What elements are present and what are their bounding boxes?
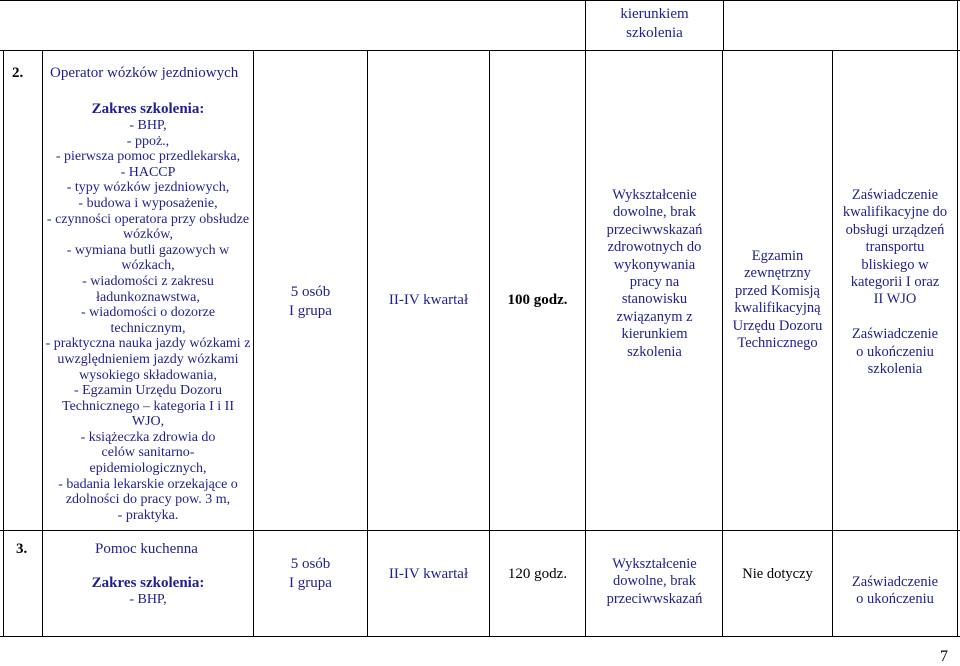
scope-item: ładunkoznawstwa, bbox=[96, 289, 200, 305]
text-line: zdrowotnych do bbox=[607, 239, 702, 256]
text-line: o ukończeniu bbox=[856, 591, 934, 608]
text-line: o ukończeniu bbox=[856, 343, 934, 360]
scope-item: wózkach, bbox=[121, 258, 175, 274]
row-title: Operator wózków jezdniowych bbox=[50, 65, 239, 81]
col-border bbox=[489, 50, 490, 636]
exam-cell bbox=[723, 248, 832, 352]
certificate-cell bbox=[833, 574, 957, 609]
requirements-cell bbox=[586, 187, 723, 361]
text-line: szkolenia bbox=[867, 361, 923, 378]
text-line: II WJO bbox=[873, 291, 917, 308]
scope-item: - czynności operatora przy obsłudze bbox=[46, 211, 250, 227]
text-line: przed Komisją bbox=[735, 282, 820, 299]
scope-heading: Zakres szkolenia: bbox=[91, 101, 205, 117]
text-line: bliskiego w bbox=[861, 256, 929, 273]
text-line: pracy na bbox=[629, 274, 680, 291]
text-line: przeciwwskazań bbox=[606, 221, 703, 238]
col-border bbox=[723, 0, 724, 50]
col-border bbox=[253, 50, 254, 636]
exam-cell: Nie dotyczy bbox=[742, 566, 813, 582]
scope-item: - praktyczna nauka jazdy wózkami z bbox=[45, 336, 251, 352]
scope-item: - typy wózków jezdniowych, bbox=[66, 180, 230, 196]
scope-item: - BHP, bbox=[129, 592, 167, 607]
text-line: I grupa bbox=[289, 303, 332, 319]
scope-item: WJO, bbox=[131, 414, 165, 430]
row-number: 3. bbox=[16, 541, 28, 557]
text-line: kierunkiem bbox=[621, 326, 688, 343]
term-cell: II-IV kwartał bbox=[388, 292, 469, 308]
scope-cell bbox=[43, 574, 253, 608]
requirements-cell bbox=[586, 556, 723, 608]
text-line: kategorii I oraz bbox=[850, 274, 940, 291]
scope-item: - praktyka. bbox=[117, 507, 179, 523]
hours-cell: 100 godz. bbox=[507, 292, 568, 308]
scope-item: wózków, bbox=[122, 227, 174, 243]
text-line: stanowisku bbox=[621, 291, 688, 308]
text-line: kierunkiem bbox=[620, 6, 689, 22]
text-line: Wykształcenie bbox=[612, 556, 697, 572]
col-border bbox=[367, 50, 368, 636]
scope-item: - Egzamin Urzędu Dozoru bbox=[73, 383, 223, 399]
col-border bbox=[957, 0, 958, 636]
text-line: 5 osób bbox=[290, 284, 331, 300]
scope-item: - BHP, bbox=[129, 118, 167, 133]
scope-item: - budowa i wyposażenie, bbox=[78, 195, 218, 211]
scope-item: - wymiana butli gazowych w bbox=[66, 242, 230, 258]
row-number: 2. bbox=[12, 65, 24, 81]
scope-item: uwzględnieniem jazdy wózkami bbox=[57, 351, 239, 367]
scope-cell bbox=[43, 100, 253, 523]
text-line: Egzamin bbox=[751, 248, 804, 264]
text-line: kwalifikacyjną bbox=[734, 300, 821, 317]
text-line: kwalifikacyjne do bbox=[842, 204, 948, 221]
text-line: Urzędu Dozoru bbox=[732, 317, 823, 334]
text-line: 5 osób bbox=[290, 556, 331, 572]
text-line: transportu bbox=[865, 239, 925, 256]
scope-item: - ppoż., bbox=[126, 133, 170, 149]
participants-cell bbox=[254, 283, 367, 321]
row-separator bbox=[0, 530, 960, 531]
text-line: I grupa bbox=[289, 575, 332, 591]
scope-item: wysokiego składowania, bbox=[79, 367, 217, 383]
scope-item: technicznym, bbox=[110, 320, 186, 336]
term-cell: II-IV kwartał bbox=[388, 566, 469, 582]
page-number: 7 bbox=[940, 648, 948, 665]
scope-heading: Zakres szkolenia: bbox=[91, 575, 205, 591]
text-line: zewnętrzny bbox=[744, 265, 811, 282]
scope-item: - wiadomości o dozorze bbox=[80, 305, 216, 321]
scope-item: Technicznego – kategoria I i II bbox=[62, 398, 234, 414]
table-bottom-border bbox=[0, 636, 960, 637]
text-line: dowolne, brak bbox=[613, 204, 696, 221]
text-line bbox=[833, 309, 957, 326]
scope-item: epidemiologicznych, bbox=[89, 461, 207, 477]
scope-item: - HACCP bbox=[120, 164, 176, 180]
table-top-border bbox=[0, 0, 960, 1]
text-line: dowolne, brak bbox=[613, 573, 696, 590]
row-title: Pomoc kuchenna bbox=[95, 541, 198, 557]
hours-cell: 120 godz. bbox=[507, 566, 568, 582]
scope-item: zdolności do pracy pow. 3 m, bbox=[65, 492, 231, 508]
text-line: Zaświadczenie bbox=[851, 326, 939, 343]
text-line: związanym z bbox=[616, 308, 693, 325]
row-separator bbox=[0, 50, 960, 51]
certificate-cell bbox=[833, 187, 957, 378]
scope-item: - książeczka zdrowia do bbox=[80, 429, 216, 445]
scope-list bbox=[43, 118, 253, 523]
scope-item: - badania lekarskie orzekające o bbox=[58, 476, 238, 492]
text-line: Zaświadczenie bbox=[851, 187, 939, 203]
text-line: szkolenia bbox=[627, 343, 682, 360]
text-line: wykonywania bbox=[613, 256, 696, 273]
text-line: przeciwwskazań bbox=[606, 590, 703, 607]
text-line: obsługi urządzeń bbox=[845, 221, 945, 238]
col-border bbox=[3, 50, 4, 636]
scope-item: celów sanitarno- bbox=[101, 445, 195, 461]
text-line: Wykształcenie bbox=[612, 187, 697, 203]
scope-item: - pierwsza pomoc przedlekarska, bbox=[55, 149, 241, 165]
text-line: szkolenia bbox=[626, 25, 683, 41]
text-line: Zaświadczenie bbox=[851, 574, 939, 590]
participants-cell bbox=[254, 555, 367, 593]
top-requirements-cell bbox=[586, 5, 723, 43]
scope-item: - wiadomości z zakresu bbox=[82, 273, 214, 289]
text-line: Technicznego bbox=[737, 335, 818, 352]
